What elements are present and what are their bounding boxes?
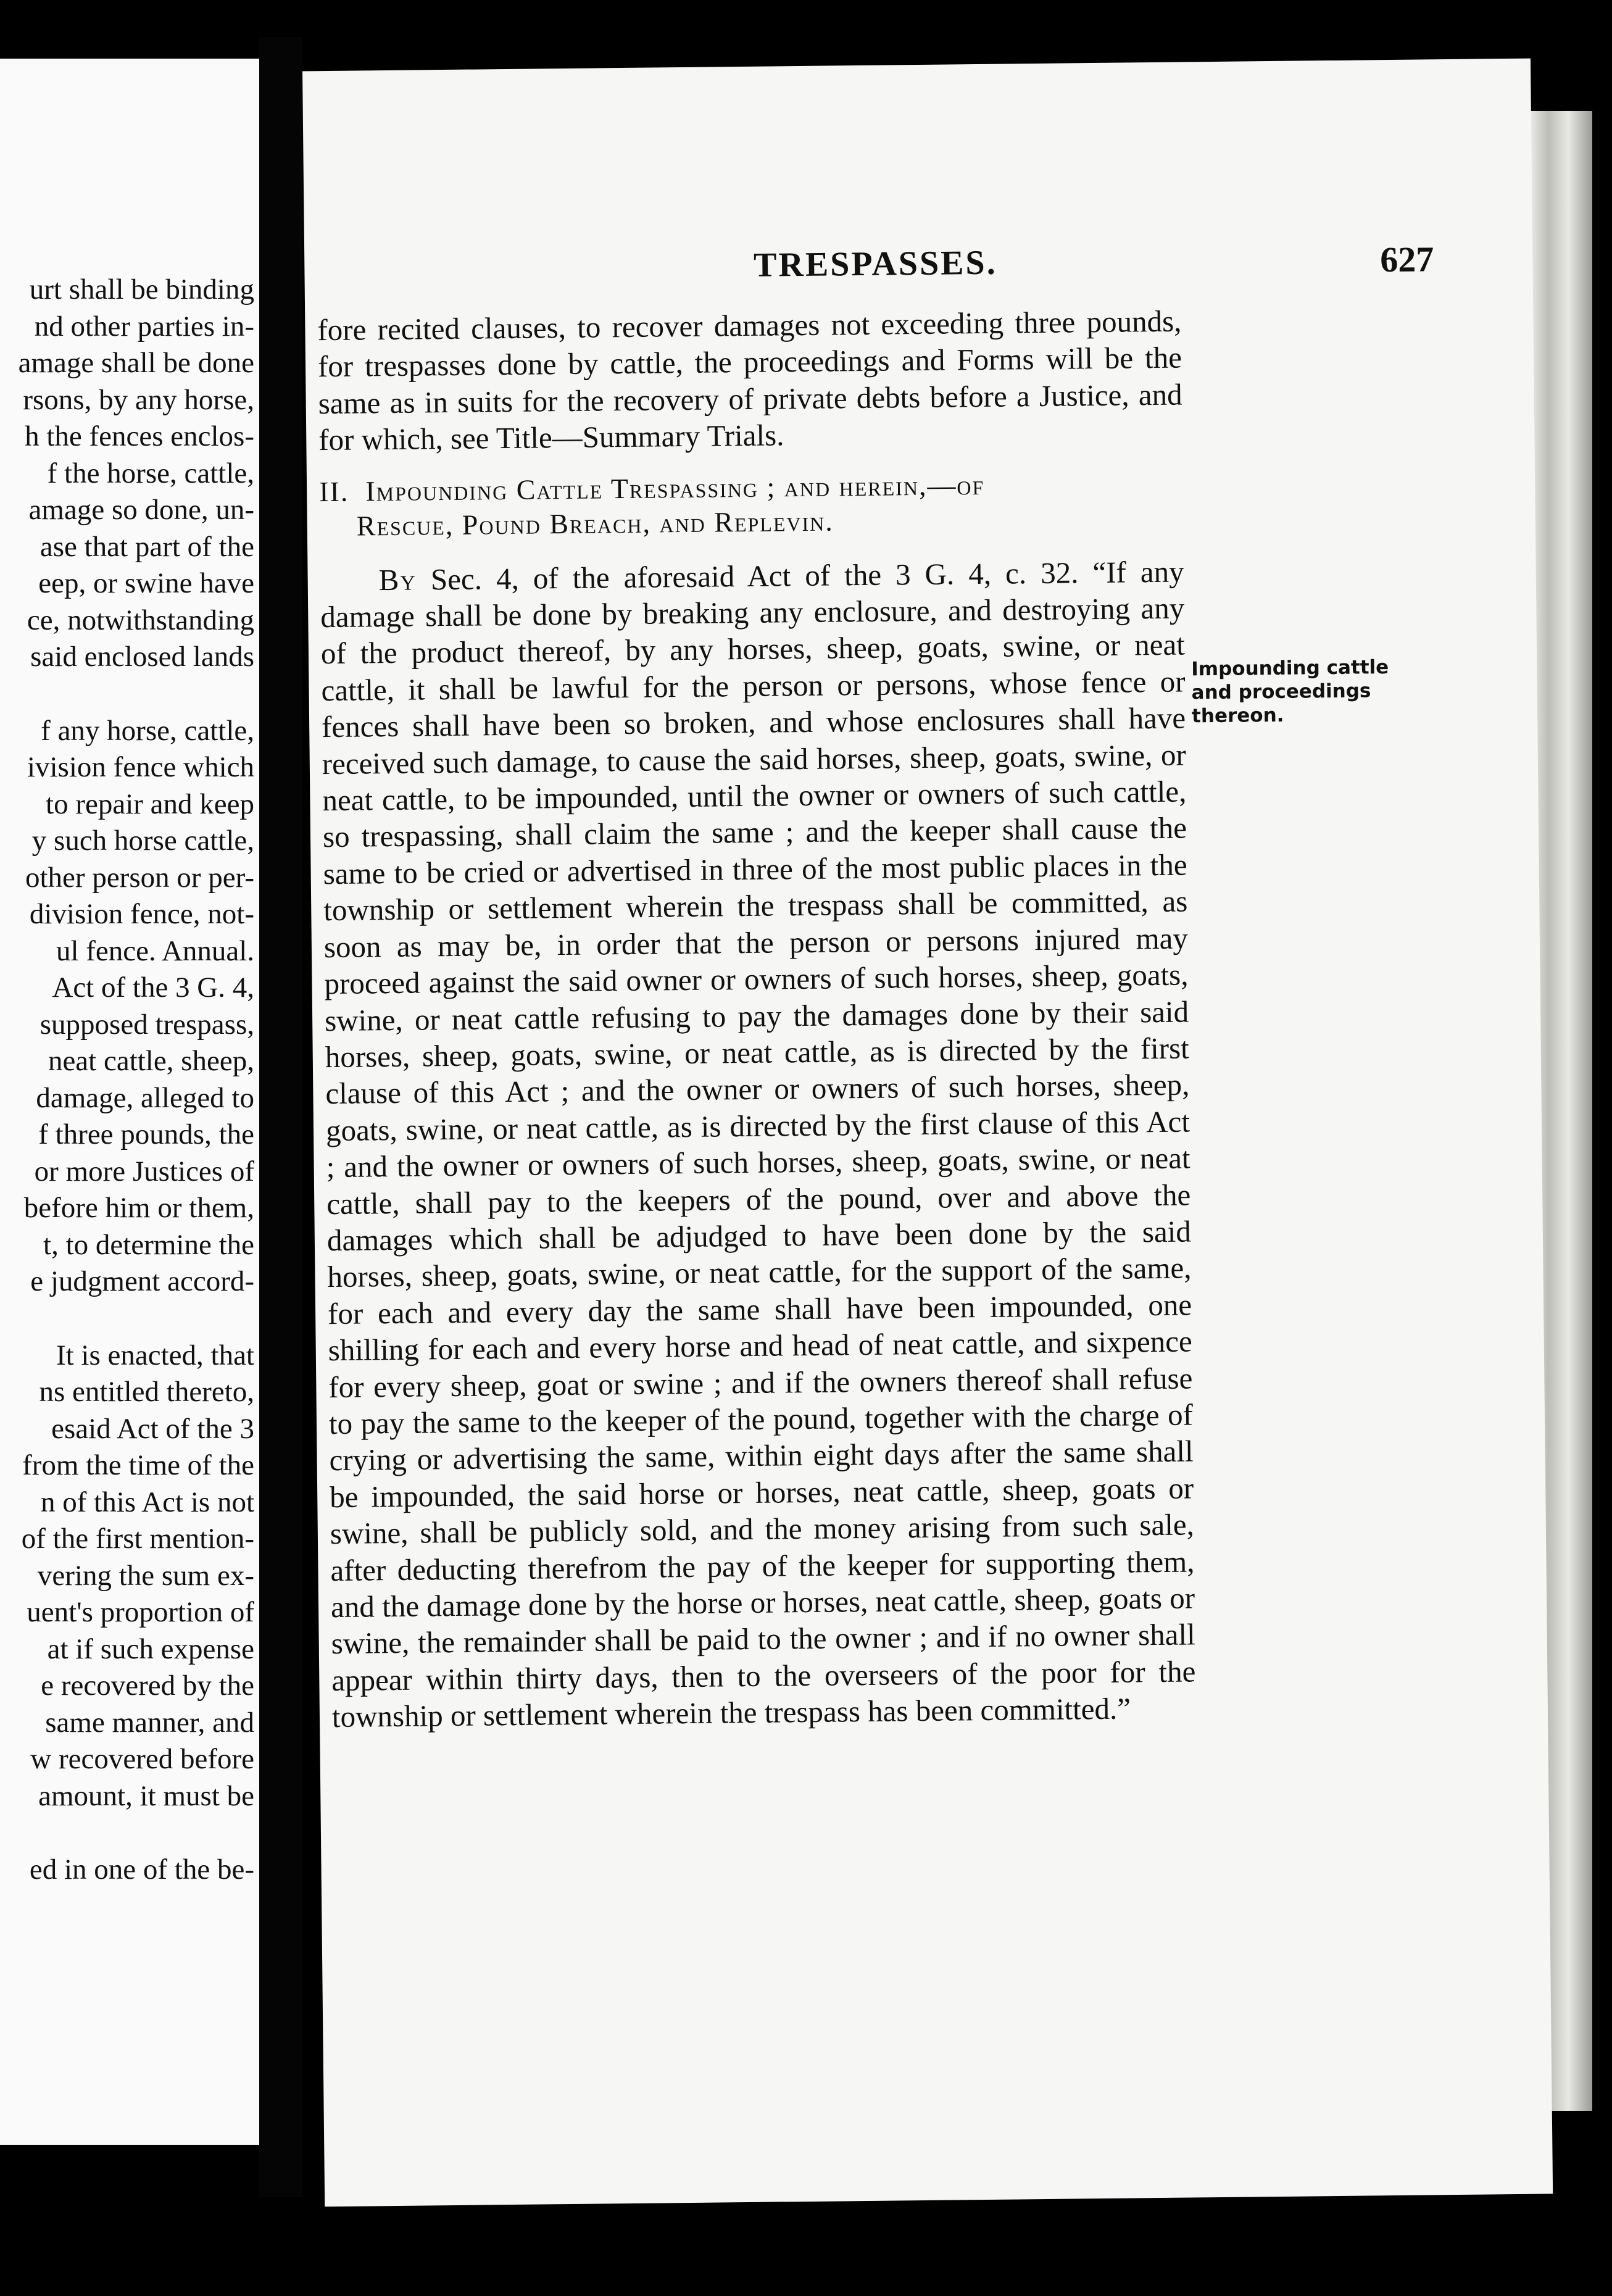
statute-lead: By: [378, 562, 417, 597]
section-heading-line2: Rescue, Pound Breach, and Replevin.: [356, 505, 834, 542]
left-page-line: ul fence. Annual.: [56, 934, 254, 967]
left-page-line: f three pounds, the: [38, 1118, 254, 1150]
left-page-line: ase that part of the: [39, 530, 254, 563]
left-page-line: n of this Act is not: [41, 1486, 254, 1518]
continuation-paragraph: fore recited clauses, to recover damages not exceeding three pounds, for trespasses done by cattle, the proceedings and Forms will be the same as in suits for the recovery of private debts before a Justice, and for which, see Title—Summary Trials.: [317, 304, 1182, 457]
left-page-line: h the fences enclos-: [25, 420, 254, 452]
left-page-gap: [1, 1300, 254, 1337]
left-page-line: y such horse cattle,: [31, 825, 254, 857]
left-page-line: rsons, by any horse,: [23, 383, 254, 416]
left-page-line: e judgment accord-: [30, 1265, 254, 1297]
left-page-line: f the horse, cattle,: [47, 457, 254, 489]
left-page-line: eep, or swine have: [38, 567, 254, 599]
left-page-line: to repair and keep: [46, 788, 254, 820]
statute-paragraph: [320, 553, 1196, 1736]
left-page-gap: [1, 1815, 254, 1852]
left-page-line: division fence, not-: [29, 898, 254, 930]
marginal-note: Impounding cattle and proceedings thereon.: [1191, 656, 1389, 728]
left-page-line: damage, alleged to: [36, 1081, 254, 1114]
left-page-gap: [1, 676, 254, 713]
left-page-line: f any horse, cattle,: [41, 714, 254, 747]
left-page-line: ns entitled thereto,: [39, 1376, 254, 1408]
left-page-line: It is enacted, that: [56, 1339, 254, 1371]
statute-text: Sec. 4, of the aforesaid Act of the 3 G. 4, c. 32. “If any damage shall be done by breaking any enclosure, and destroying any of the product thereof, by any horses, sheep, goats, swine, or neat cattle, it shall be lawful for the person or persons, whose fence or fences shall have been so broken, and whose enclosures shall have received such damage, to cause the said horses, sheep, goats, swine, or neat cattle, to be impounded, until the owner or owners of such cattle, so trespassing, shall claim the same ; and the keeper shall cause the same to be cried or advertised in three of the most public places in the township or settlement wherein the trespass shall be committed, as soon as may be, in order that the person or persons injured may proceed against the said owner or owners of such horses, sheep, goats, swine, or neat cattle refusing to pay the damages done by their said horses, sheep, goats, swine, or neat cattle, as is directed by the first clause of this Act ; and the owner or owners of such horses, sheep, goats, swine, or neat cattle, as is directed by the first clause of this Act ; and the owner or owners of such horses, sheep, goats, swine, or neat cattle, shall pay to the keepers of the pound, over and above the damages which shall be adjudged to have been done by the said horses, sheep, goats, swine, or neat cattle, for the support of the same, for each and every day the same shall have been impounded, one shilling for each and every horse and head of neat cattle, and sixpence for every sheep, goat or swine ; and if the owners thereof shall refuse to pay the same to the keeper of the pound, together with the charge of crying or advertising the same, within eight days after the same shall be impounded, the said horse or horses, neat cattle, sheep, goats or swine, shall be publicly sold, and the money arising from such sale, after deducting therefrom the pay of the keeper for supporting them, and the damage done by the horse or horses, neat cattle, sheep, goats or swine, the remainder shall be paid to the owner ; and if no owner shall appear within thirty days, then to the overseers of the poor for the township or settlement wherein the trespass has been committed.”: [320, 554, 1196, 1734]
running-head: TRESPASSES.: [753, 243, 997, 285]
left-page-line: supposed trespass,: [39, 1008, 254, 1041]
left-page-line: said enclosed lands: [30, 641, 254, 673]
left-page-line: ivision fence which: [27, 751, 254, 783]
left-page-line: from the time of the: [22, 1449, 254, 1481]
body-text: [317, 303, 1196, 1736]
left-page-line: e recovered by the: [41, 1670, 254, 1702]
left-page-line: or more Justices of: [34, 1155, 254, 1188]
left-page-line: other person or per-: [25, 861, 254, 894]
left-page-line: nd other parties in-: [34, 310, 254, 343]
left-page-line: neat cattle, sheep,: [48, 1045, 254, 1077]
left-page-text: [1, 272, 254, 1889]
left-page-line: before him or them,: [23, 1192, 254, 1224]
left-page-line: esaid Act of the 3: [51, 1412, 254, 1445]
left-page-line: uent's proportion of: [27, 1596, 254, 1628]
right-page: [302, 59, 1553, 2207]
section-number: II.: [318, 475, 349, 507]
page-header: [317, 238, 1434, 306]
left-page-line: amage so done, un-: [28, 494, 254, 526]
left-page-line: w recovered before: [30, 1743, 254, 1775]
section-heading-line1: Impounding Cattle Trespassing ; and herein,—of: [365, 468, 985, 507]
left-page-line: amount, it must be: [38, 1779, 254, 1812]
section-heading: [319, 465, 1184, 544]
page-number: 627: [1380, 239, 1434, 280]
left-page-line: urt shall be binding: [29, 273, 254, 306]
left-page-line: amage shall be done: [18, 347, 254, 379]
left-page-line: t, to determine the: [43, 1228, 254, 1261]
left-page: [0, 59, 259, 2145]
left-page-line: vering the sum ex-: [37, 1559, 254, 1592]
left-page-line: ce, notwithstanding: [27, 604, 254, 636]
left-page-line: ed in one of the be-: [29, 1853, 254, 1886]
left-page-line: of the first mention-: [21, 1523, 254, 1555]
left-page-line: same manner, and: [45, 1706, 254, 1739]
left-page-line: at if such expense: [47, 1633, 254, 1665]
book-gutter: [259, 37, 302, 2197]
left-page-line: Act of the 3 G. 4,: [52, 971, 254, 1004]
